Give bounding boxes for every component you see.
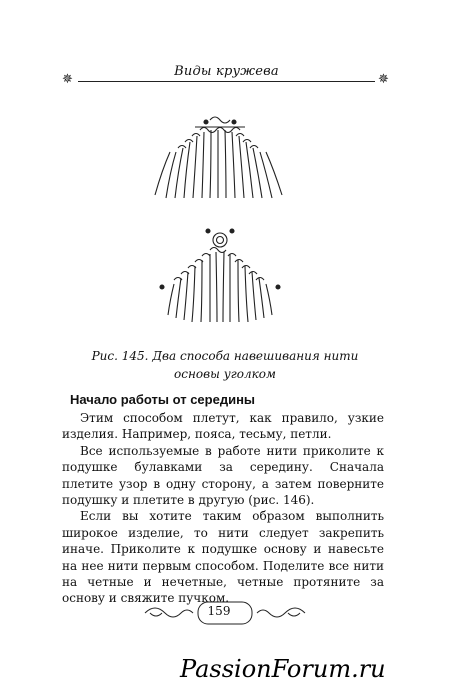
section-heading: Начало работы от середины [70,392,256,407]
page-number: 159 [207,604,231,618]
header-rule [78,81,375,82]
header-ornament-right-icon: ✵ [378,72,389,87]
paragraph: Этим способом плетут, как правило, узкие изделия. Например, пояса, тесьму, петли. [62,411,384,442]
paragraph: Все используемые в работе нити приколите к подушке булавками за середину. Сначала плетите узор в одну сторону, а затем поверните подушку и плетите в другую (рис. 146). [62,443,384,508]
figure-top-attachment [155,117,282,198]
figure-caption: Рис. 145. Два способа навешивания нити основы уголком [91,349,359,381]
body-text [62,410,384,607]
macrame-illustration [140,110,300,340]
running-header-title: Виды кружева [174,64,279,79]
paragraph: Если вы хотите таким образом выполнить широкое изделие, то нити следует закрепить иначе. Приколите к подушке основу и навесьте на нее нити первым способом. Поделите все нити на четные и нечетные, четные протяните за основу и свяжите пучком. [62,509,384,606]
figure-bottom-attachment [160,229,280,322]
watermark: PassionForum.ru [180,655,386,683]
header-ornament-left-icon: ✵ [62,72,73,87]
